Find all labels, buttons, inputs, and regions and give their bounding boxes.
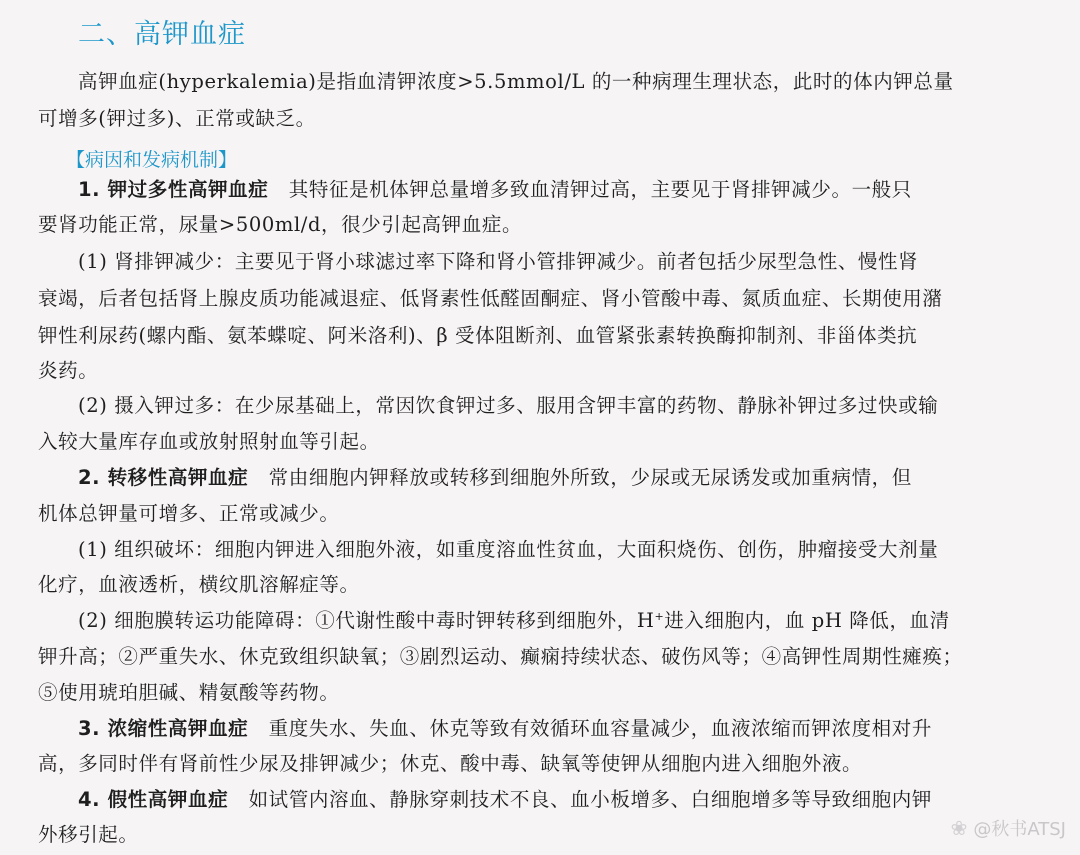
item-2-line-2: 机体总钾量可增多、正常或减少。 bbox=[38, 502, 340, 525]
section-heading: 二、高钾血症 bbox=[78, 19, 246, 50]
item-2-text: 常由细胞内钾释放或转移到细胞外所致，少尿或无尿诱发或加重病情，但 bbox=[268, 466, 912, 489]
intro-line-1: 高钾血症(hyperkalemia)是指血清钾浓度>5.5mmol/L 的一种病理生理状态，此时的体内钾总量 bbox=[78, 70, 954, 93]
para-1-line-4: 炎药。 bbox=[38, 359, 99, 382]
item-2-title: 2. 转移性高钾血症 bbox=[78, 466, 249, 489]
item-1-line-2: 要肾功能正常，尿量>500ml/d，很少引起高钾血症。 bbox=[38, 213, 523, 236]
para-2-line-1: (2) 摄入钾过多：在少尿基础上，常因饮食钾过多、服用含钾丰富的药物、静脉补钾过多过快或输 bbox=[78, 394, 939, 417]
intro-line-2: 可增多(钾过多)、正常或缺乏。 bbox=[38, 107, 316, 130]
item-1-text: 其特征是机体钾总量增多致血清钾过高，主要见于肾排钾减少。一般只 bbox=[288, 178, 912, 201]
para-3-line-2: 化疗，血液透析，横纹肌溶解症等。 bbox=[38, 573, 360, 596]
para-1-line-2: 衰竭，后者包括肾上腺皮质功能减退症、低肾素性低醛固酮症、肾小管酸中毒、氮质血症、长期使用潴 bbox=[38, 287, 943, 310]
item-3-line-2: 高，多同时伴有肾前性少尿及排钾减少；休克、酸中毒、缺氧等使钾从细胞内进入细胞外液。 bbox=[38, 752, 863, 775]
para-4-text-a: (2) 细胞膜转运功能障碍：①代谢性酸中毒时钾转移到细胞外，H bbox=[78, 609, 655, 632]
para-4-line-2: 钾升高；②严重失水、休克致组织缺氧；③剧烈运动、癫痫持续状态、破伤风等；④高钾性周期性瘫痪； bbox=[38, 645, 963, 668]
para-4-line-3: ⑤使用琥珀胆碱、精氨酸等药物。 bbox=[38, 681, 340, 704]
section-tag: 【病因和发病机制】 bbox=[66, 149, 238, 171]
item-3-title: 3. 浓缩性高钾血症 bbox=[78, 717, 249, 740]
para-1-line-1: (1) 肾排钾减少：主要见于肾小球滤过率下降和肾小管排钾减少。前者包括少尿型急性、慢性肾 bbox=[78, 250, 919, 273]
para-3-line-1: (1) 组织破坏：细胞内钾进入细胞外液，如重度溶血性贫血，大面积烧伤、创伤，肿瘤接受大剂量 bbox=[78, 538, 939, 561]
butterfly-icon: ❀ bbox=[950, 816, 968, 840]
item-4-line-2: 外移引起。 bbox=[38, 823, 139, 846]
para-2-line-2: 入较大量库存血或放射照射血等引起。 bbox=[38, 430, 380, 453]
para-4-line-1 bbox=[78, 603, 950, 639]
item-4-line-1 bbox=[78, 782, 932, 818]
item-4-title: 4. 假性高钾血症 bbox=[78, 788, 229, 811]
watermark bbox=[951, 815, 1066, 841]
item-4-text: 如试管内溶血、静脉穿刺技术不良、血小板增多、白细胞增多等导致细胞内钾 bbox=[248, 788, 932, 811]
item-1-title: 1. 钾过多性高钾血症 bbox=[78, 178, 269, 201]
superscript-plus: + bbox=[654, 610, 665, 623]
item-3-text: 重度失水、失血、休克等致有效循环血容量减少，血液浓缩而钾浓度相对升 bbox=[268, 717, 932, 740]
item-1-line-1 bbox=[78, 172, 912, 208]
item-3-line-1 bbox=[78, 711, 932, 747]
para-1-line-3: 钾性利尿药(螺内酯、氨苯蝶啶、阿米洛利)、β 受体阻断剂、血管紧张素转换酶抑制剂、非甾体类抗 bbox=[38, 324, 918, 347]
para-4-text-b: 进入细胞内，血 pH 降低，血清 bbox=[664, 609, 950, 632]
watermark-text: @秋书ATSJ bbox=[973, 819, 1066, 840]
item-2-line-1 bbox=[78, 460, 912, 496]
